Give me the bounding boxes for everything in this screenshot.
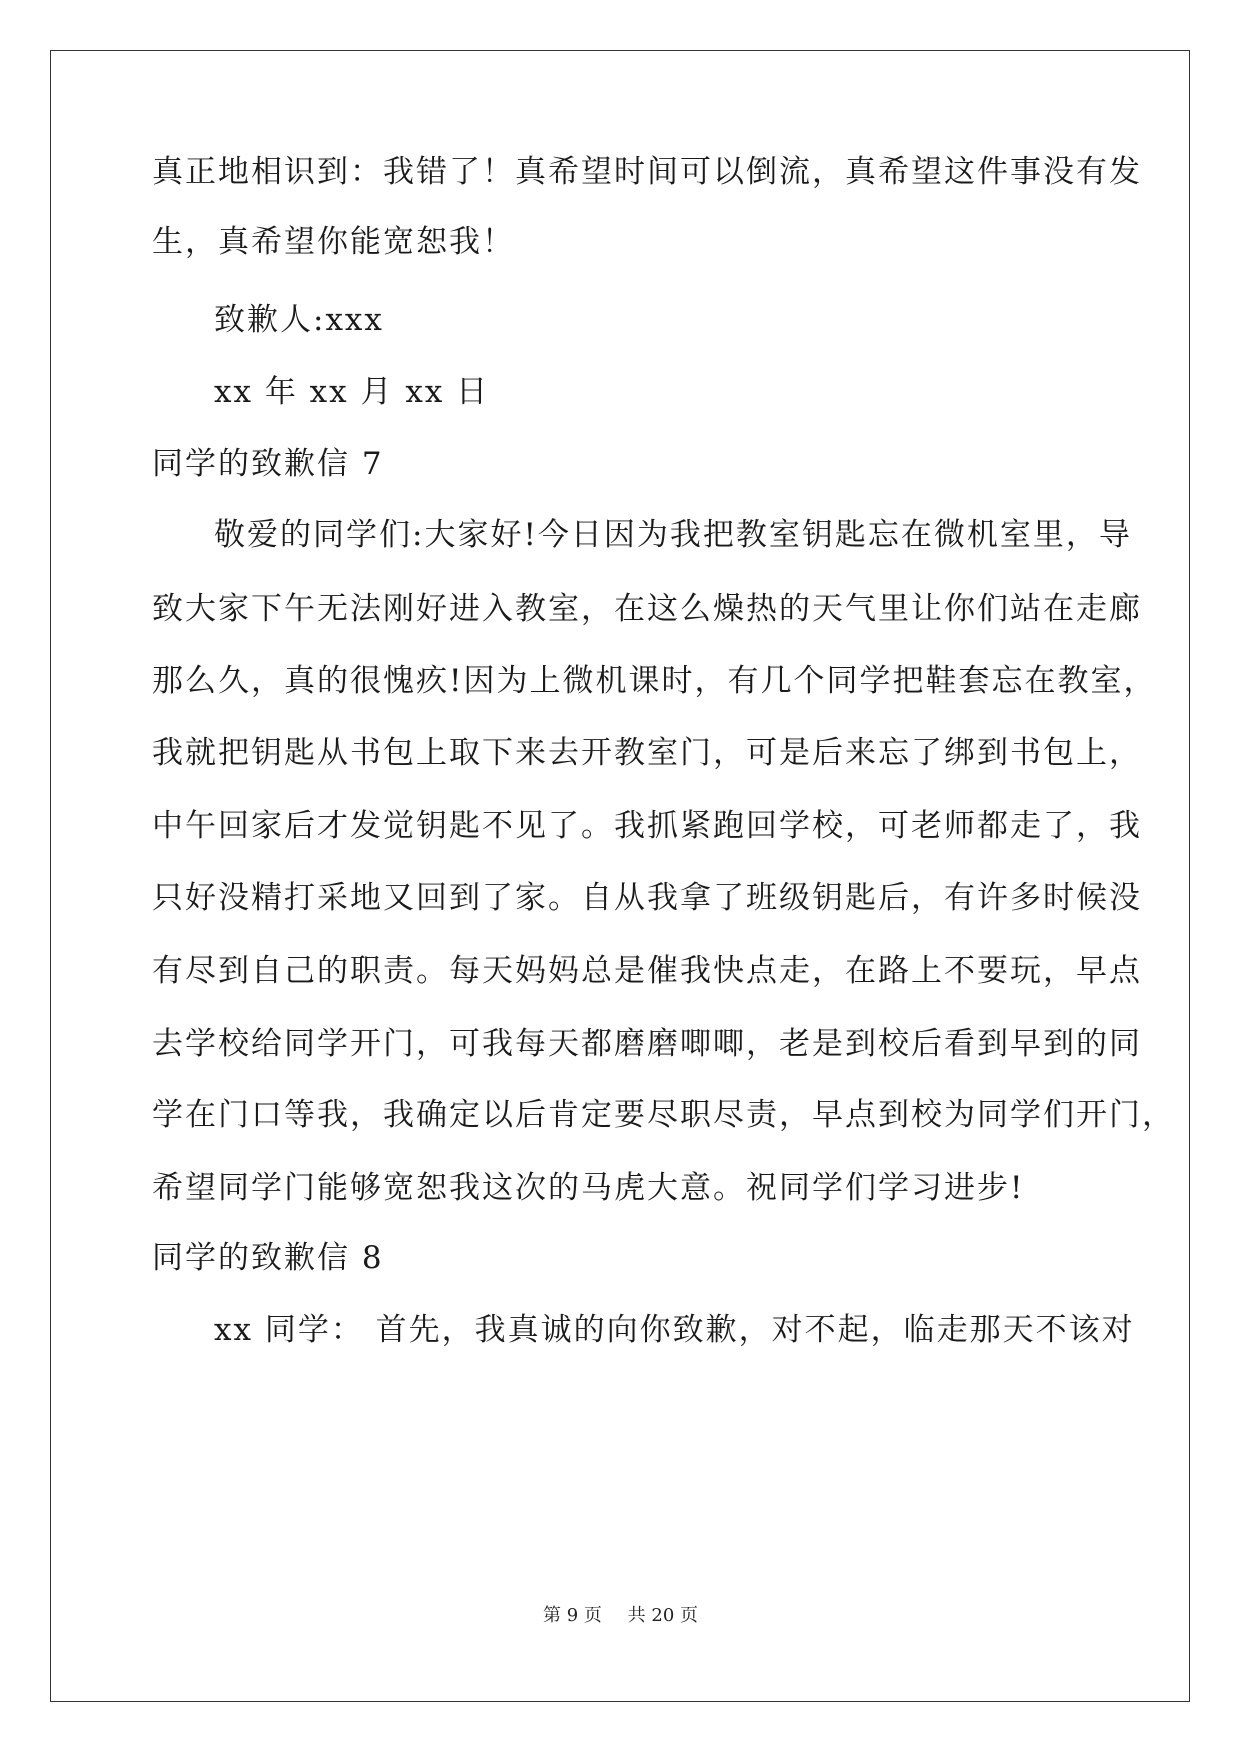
date-line: xx 年 xx 月 xx 日 [214, 374, 490, 410]
body-line: 有尽到自己的职责。每天妈妈总是催我快点走，在路上不要玩，早点 [152, 953, 1142, 989]
body-line: 真正地相识到：我错了！真希望时间可以倒流，真希望这件事没有发 [152, 154, 1142, 190]
signature-line: 致歉人:xxx [214, 302, 384, 338]
body-line: 只好没精打采地又回到了家。自从我拿了班级钥匙后，有许多时候没 [152, 880, 1142, 916]
body-line: 那么久，真的很愧疚!因为上微机课时，有几个同学把鞋套忘在教室， [152, 663, 1157, 699]
section-heading: 同学的致歉信 7 [152, 446, 384, 482]
body-line: 中午回家后才发觉钥匙不见了。我抓紧跑回学校，可老师都走了，我 [152, 808, 1142, 844]
body-line: xx 同学： 首先，我真诚的向你致歉，对不起，临走那天不该对 [214, 1312, 1135, 1348]
body-line: 生，真希望你能宽恕我！ [152, 224, 515, 260]
page-total: 共 20 页 [627, 1605, 698, 1626]
body-line: 致大家下午无法刚好进入教室，在这么燥热的天气里让你们站在走廊 [152, 591, 1142, 627]
body-line: 学在门口等我，我确定以后肯定要尽职尽责，早点到校为同学们开门， [152, 1097, 1175, 1133]
body-line: 敬爱的同学们:大家好!今日因为我把教室钥匙忘在微机室里，导 [214, 517, 1132, 553]
body-line: 希望同学门能够宽恕我这次的马虎大意。祝同学们学习进步! [152, 1170, 1025, 1206]
body-line: 去学校给同学开门，可我每天都磨磨唧唧，老是到校后看到早到的同 [152, 1026, 1142, 1062]
page-number: 第 9 页 [543, 1605, 602, 1626]
page-frame [50, 50, 1190, 1702]
page-footer [0, 1604, 1241, 1628]
body-line: 我就把钥匙从书包上取下来去开教室门，可是后来忘了绑到书包上， [152, 735, 1142, 771]
section-heading: 同学的致歉信 8 [152, 1240, 384, 1276]
